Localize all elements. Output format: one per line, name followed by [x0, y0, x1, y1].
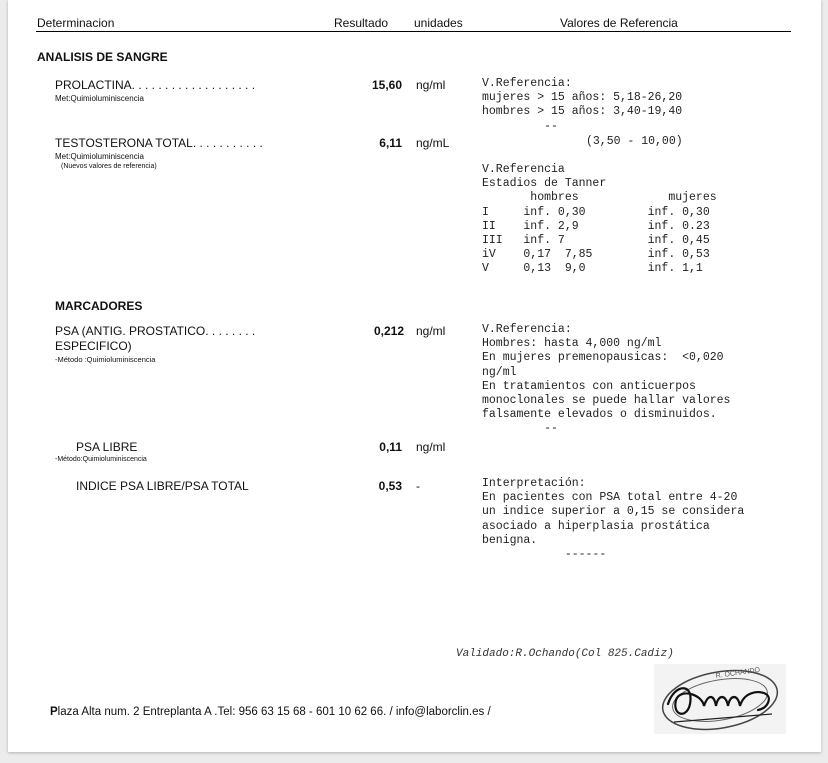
- test-method-psa-libre: -Método:Quimioluminiscencia: [55, 456, 147, 463]
- col-header-unidades: unidades: [414, 16, 463, 30]
- test-method-testosterona: Met:Quimioluminiscencia: [55, 152, 144, 161]
- test-ref-indice: Interpretación: En pacientes con PSA total entre 4-20 un indice superior a 0,15 se considera asociado a hiperplasia prostática benigna. ------: [482, 477, 745, 562]
- test-unit-prolactina: ng/ml: [416, 78, 446, 92]
- test-unit-psa-libre: ng/ml: [416, 440, 446, 454]
- footer-address: [50, 706, 491, 718]
- test-method-prolactina: Met:Quimioluminiscencia: [55, 94, 144, 103]
- test-range-testosterona: (3,50 - 10,00): [586, 135, 683, 148]
- report-page: [8, 0, 821, 752]
- col-header-determinacion: Determinacion: [37, 16, 115, 30]
- test-name-testosterona: TESTOSTERONA TOTAL. . . . . . . . . . .: [55, 136, 263, 150]
- test-unit-indice: -: [416, 479, 420, 493]
- col-header-resultado: Resultado: [334, 16, 389, 30]
- test-name-psa-line2: ESPECIFICO): [55, 339, 132, 353]
- test-ref-testosterona: V.Referencia Estadios de Tanner hombres mujeres I inf. 0,30 inf. 0,30 II inf. 2,9 inf. 0.23 III inf. 7 inf. 0,45 iV 0,17 7,85 inf. 0,53 V 0,13 9,0 inf. 1,1: [482, 163, 717, 276]
- signature-stamp: [654, 664, 786, 734]
- stamp-text: R. OCHANDO: [715, 666, 761, 680]
- test-value-testosterona: 6,11: [379, 136, 402, 150]
- test-name-indice: INDICE PSA LIBRE/PSA TOTAL: [76, 479, 249, 493]
- section-title-marcadores: MARCADORES: [55, 299, 143, 313]
- test-note-testosterona: (Nuevos valores de referencia): [61, 163, 157, 170]
- validated-by: Validado:R.Ochando(Col 825.Cadiz): [456, 648, 674, 660]
- header-rule: [36, 31, 791, 32]
- test-value-psa-libre: 0,11: [379, 440, 402, 454]
- test-unit-psa: ng/ml: [416, 324, 446, 338]
- section-title-sangre: ANALISIS DE SANGRE: [37, 50, 168, 64]
- test-ref-psa: V.Referencia: Hombres: hasta 4,000 ng/ml En mujeres premenopausicas: <0,020 ng/ml En tratamientos con anticuerpos monoclonales se puede hallar valores falsamente elevados o disminuidos. --: [482, 323, 731, 436]
- test-name-psa: PSA (ANTIG. PROSTATICO. . . . . . . .: [55, 324, 256, 338]
- test-unit-testosterona: ng/mL: [416, 136, 450, 150]
- test-name-psa-libre: PSA LIBRE: [76, 440, 138, 454]
- test-method-psa: -Método :Quimioluminiscencia: [55, 355, 156, 364]
- test-name-prolactina: PROLACTINA. . . . . . . . . . . . . . . . . . .: [55, 78, 256, 92]
- test-ref-prolactina: V.Referencia: mujeres > 15 años: 5,18-26,20 hombres > 15 años: 3,40-19,40 --: [482, 77, 683, 133]
- test-value-indice: 0,53: [378, 479, 402, 493]
- footer-lead: P: [50, 706, 58, 718]
- col-header-valores: Valores de Referencia: [560, 16, 678, 30]
- footer-text: laza Alta num. 2 Entreplanta A .Tel: 956 63 15 68 - 601 10 62 66. / info@laborclin.es /: [57, 706, 491, 718]
- test-value-psa: 0,212: [373, 324, 404, 338]
- test-value-prolactina: 15,60: [371, 78, 402, 92]
